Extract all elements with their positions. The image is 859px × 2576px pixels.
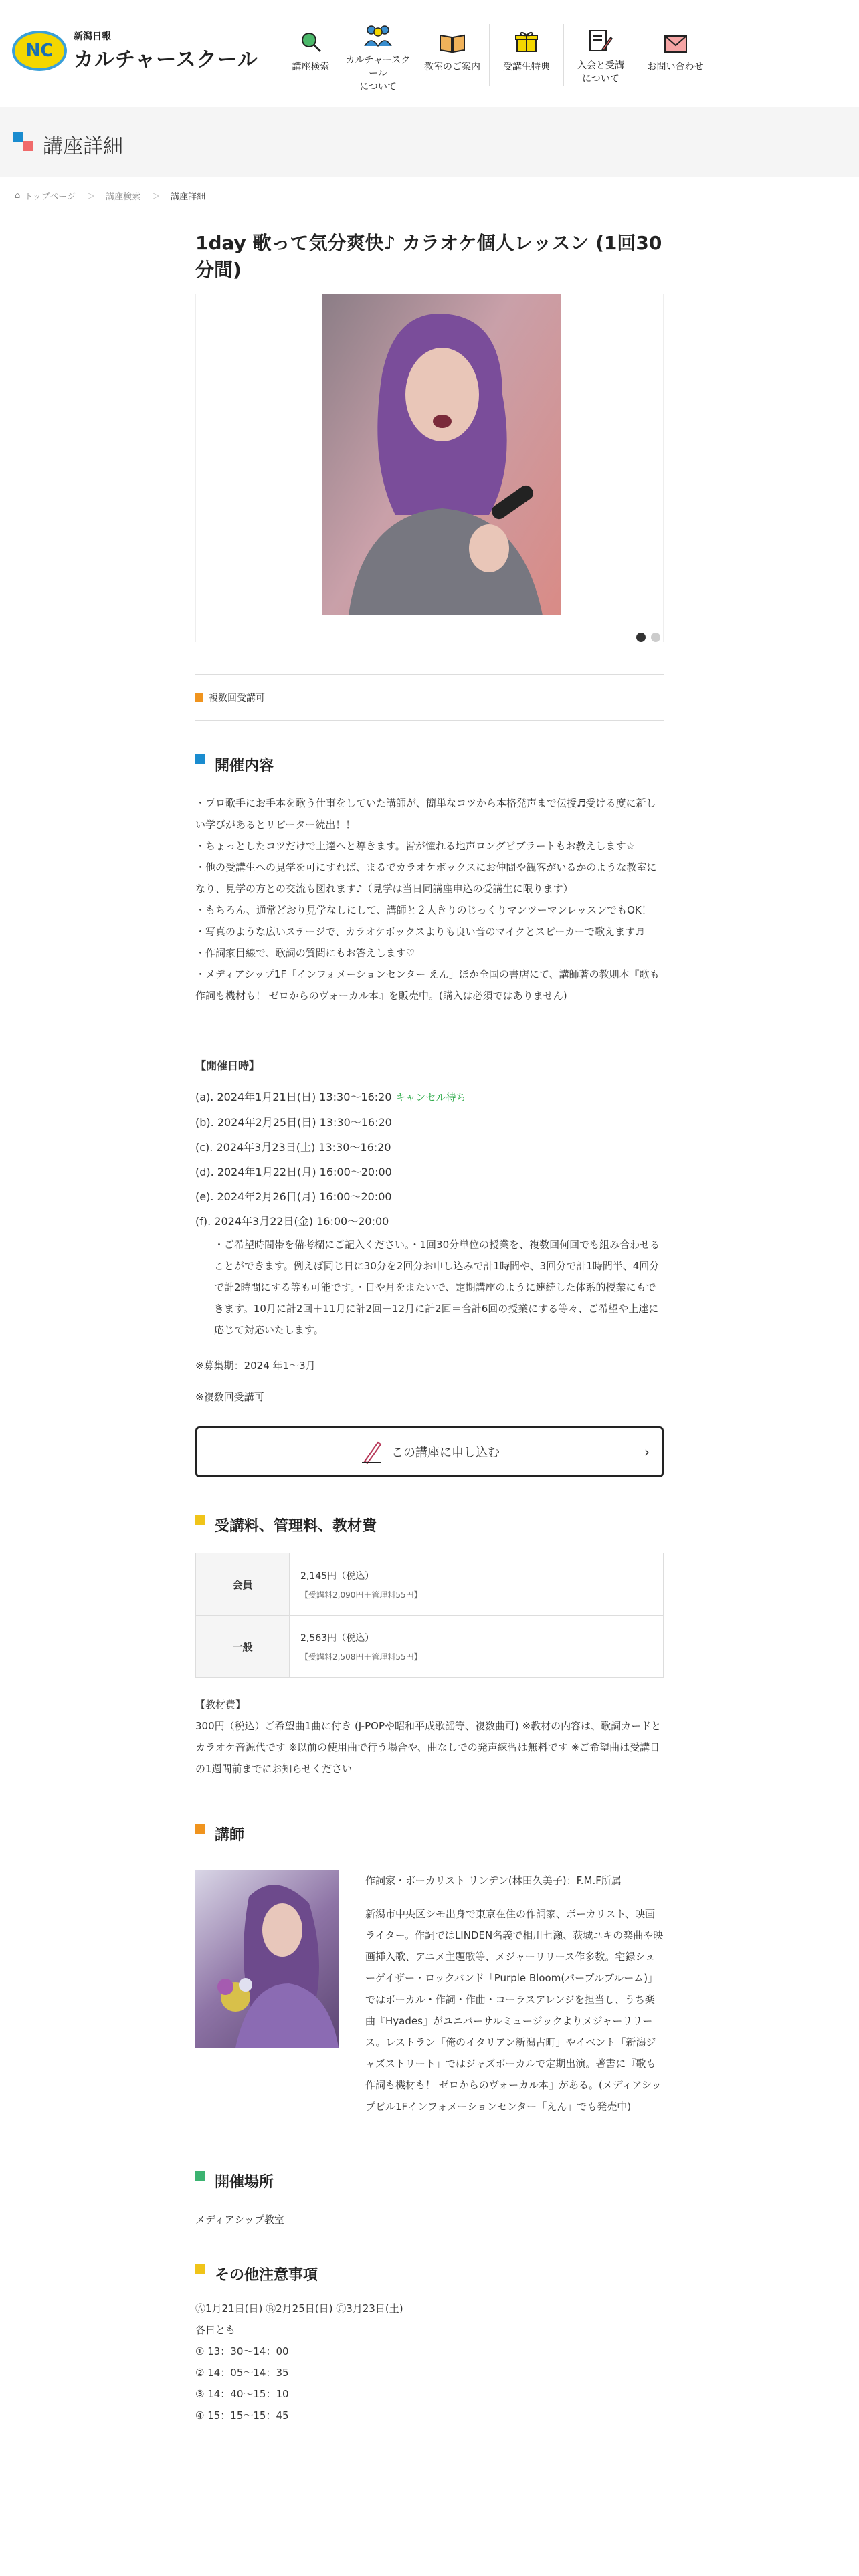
breadcrumb [0, 177, 859, 214]
teacher-title: 作詞家・ボーカリスト リンデン(林田久美子)：F.M.F所属 [365, 1874, 622, 1887]
waiting-badge: キャンセル待ち [395, 1091, 466, 1103]
nav-label: 講座検索 [292, 62, 330, 72]
title-mark-icon [13, 132, 33, 152]
breadcrumb-search[interactable]: 講座検索 [106, 191, 141, 202]
schedule-item: (b). 2024年2月25日(日) 13:30〜16:20 [195, 1116, 392, 1129]
nav-benefits[interactable] [490, 24, 564, 86]
table-row [196, 1553, 664, 1616]
section-content-heading: 開催内容 [195, 754, 664, 775]
nav-label: 入会と受講 について [577, 60, 624, 84]
slider-dots [631, 633, 660, 642]
tag-multiple: 複数回受講可 [209, 693, 265, 704]
nav-label: カルチャースクール について [345, 55, 411, 92]
section-mark-icon [195, 1515, 205, 1525]
content-paragraph: ・写真のような広いステージで、カラオケボックスよりも良い音のマイクとスピーカーで歌えます♬ [195, 926, 644, 938]
breadcrumb-separator-icon: ＞ [151, 191, 161, 202]
slider-dot-1[interactable] [636, 633, 646, 642]
notes-line: ③ 14：40〜15：10 [195, 2388, 289, 2400]
section-notes-heading: その他注意事項 [195, 2264, 664, 2284]
recruit-period: ※募集期：2024 年1〜3月 [195, 1360, 316, 1372]
section-mark-icon [195, 2264, 205, 2274]
page-title: 講座詳細 [43, 135, 123, 158]
document-pen-icon [589, 24, 613, 52]
nav-course-search[interactable] [281, 24, 341, 86]
fee-label: 一般 [196, 1616, 290, 1678]
section-teacher-heading: 講師 [195, 1824, 664, 1844]
nav-enrollment[interactable] [564, 24, 638, 86]
content-paragraph: ・ちょっとしたコツだけで上達へと導きます。皆が憧れる地声ロングビブラートもお教えします☆ [195, 840, 635, 852]
schedule [195, 1057, 664, 1404]
gift-icon [515, 24, 538, 53]
book-icon [439, 24, 466, 53]
logo-main: カルチャースクール [74, 48, 258, 72]
content-paragraph: ・作詞家目線で、歌詞の質問にもお答えします♡ [195, 947, 415, 959]
schedule-item: (f). 2024年3月22日(金) 16:00〜20:00 [195, 1215, 389, 1228]
tag-square-icon [195, 693, 203, 702]
notes-line: ② 14：05〜14：35 [195, 2367, 289, 2379]
content-paragraph: ・他の受講生への見学を可にすれば、まるでカラオケボックスにお仲間や観客がいるかのような教室になり、見学の方との交流も図れます♪（見学は当日同講座申込の受講生に限ります） [195, 861, 657, 895]
teacher-profile [195, 1870, 664, 2117]
content-paragraph: ・プロ歌手にお手本を歌う仕事をしていた講師が、簡単なコツから本格発声まで伝授♬受ける度に新しい学びがあるとリピーター続出！！ [195, 797, 656, 831]
breadcrumb-home[interactable]: トップページ [24, 191, 76, 202]
people-icon [363, 24, 393, 47]
schedule-item: (c). 2024年3月23日(土) 13:30〜16:20 [195, 1141, 391, 1154]
schedule-item: (a). 2024年1月21日(日) 13:30〜16:20 キャンセル待ち [195, 1091, 466, 1103]
content-body [195, 792, 664, 1006]
section-fees-heading: 受講料、管理料、教材費 [195, 1515, 664, 1535]
course-photo [322, 294, 561, 615]
fee-value: 2,563円（税込） 【受講料2,508円＋管理料55円】 [290, 1616, 664, 1678]
home-icon: ⌂ [15, 190, 21, 201]
notes-line: Ⓐ1月21日(日) Ⓑ2月25日(日) Ⓒ3月23日(土) [195, 2302, 403, 2315]
notes-line: 各日とも [195, 2324, 236, 2336]
breadcrumb-current: 講座詳細 [171, 191, 206, 202]
nav-contact[interactable] [638, 24, 712, 86]
site-logo[interactable] [12, 29, 258, 72]
site-header [0, 0, 859, 107]
nav-label: お問い合わせ [647, 62, 704, 72]
image-slider[interactable] [195, 294, 664, 642]
tag-row [195, 674, 664, 721]
schedule-note: ・ご希望時間帯を備考欄にご記入ください。・1回30分単位の授業を、複数回何回でも組み合わせることができます。例えば同じ日に30分を2回分お申し込みで計1時間や、3回分で計1時間半、4回分で計2時間にする等も可能です。・日や月をまたいで、定期講座のように連続した体系的授業にもできます。10月に計2回＋11月に計2回＋12月に計2回＝合計6回の授業にする等々、ご希望や上達に応じて対応いたします。 [214, 1239, 660, 1336]
schedule-item: (d). 2024年1月22日(月) 16:00〜20:00 [195, 1166, 392, 1178]
slider-dot-2[interactable] [651, 633, 660, 642]
content-paragraph: ・もちろん、通常どおり見学なしにして、講師と２人きりのじっくりマンツーマンレッスンでもOK！ [195, 904, 652, 916]
nav-about[interactable] [341, 24, 415, 92]
nav-classrooms[interactable] [415, 24, 490, 86]
course-title: 1day 歌って気分爽快♪ カラオケ個人レッスン (1回30分間) [195, 232, 662, 281]
schedule-heading: 【開催日時】 [195, 1059, 260, 1072]
apply-button-label: この講座に申し込む [391, 1446, 500, 1460]
content-paragraph: ・メディアシップ1F「インフォメーションセンター えん」ほか全国の書店にて、講師著の教則本『歌も作詞も機材も！ ゼロからのヴォーカル本』を販売中。(購入は必須ではありません) [195, 968, 660, 1002]
global-nav [281, 24, 712, 92]
logo-sub: 新潟日報 [74, 31, 111, 42]
materials [195, 1694, 664, 1780]
materials-heading: 【教材費】 [195, 1699, 246, 1711]
mail-icon [664, 24, 688, 53]
section-mark-icon [195, 1824, 205, 1834]
teacher-text [365, 1870, 664, 2117]
fee-label: 会員 [196, 1553, 290, 1616]
notes-line: ④ 15：15〜15：45 [195, 2409, 289, 2422]
nav-label: 受講生特典 [503, 62, 550, 72]
page-title-band [0, 107, 859, 177]
materials-text: 300円（税込）ご希望曲1曲に付き (J-POPや昭和平成歌謡等、複数曲可) ※教材の内容は、歌詞カードとカラオケ音源代です ※以前の使用曲で行う場合や、曲なしでの発声練習は無料です ※ご希望曲は受講日の1週間前までにお知らせください [195, 1720, 662, 1775]
chevron-right-icon: › [644, 1444, 650, 1460]
multiple-note: ※複数回受講可 [195, 1391, 264, 1403]
breadcrumb-separator-icon: ＞ [86, 191, 96, 202]
pencil-icon [359, 1440, 383, 1464]
search-icon [300, 24, 322, 53]
logo-badge: NC [12, 31, 67, 71]
notes-body [195, 2298, 664, 2426]
main-content [195, 229, 664, 2453]
notes-line: ① 13：30〜14：00 [195, 2345, 289, 2357]
section-mark-icon [195, 2171, 205, 2181]
table-row [196, 1616, 664, 1678]
apply-button[interactable] [195, 1426, 664, 1477]
schedule-item: (e). 2024年2月26日(月) 16:00〜20:00 [195, 1190, 392, 1203]
nav-label: 教室のご案内 [424, 62, 480, 72]
teacher-bio: 新潟市中央区シモ出身で東京在住の作詞家、ボーカリスト、映画ライター。作詞ではLINDEN名義で相川七瀬、荻城ユキの楽曲や映画挿入歌、アニメ主題歌等、メジャーリリース作多数。宅録シューゲイザー・ロックバンド「Purple Bloom(パープルブルーム)」ではボーカル・作詞・作曲・コーラスアレンジを担当し、うち楽曲『Hyades』がユニバーサルミュージックよりメジャーリリース。レストラン「俺のイタリアン新潟古町」やイベント「新潟ジャズストリート」ではジャズボーカルで定期出演。著書に『歌も作詞も機材も！ ゼロからのヴォーカル本』がある。(メディアシップビル1Fインフォメーションセンター「えん」でも発売中) [365, 1908, 664, 2113]
section-venue-heading: 開催場所 [195, 2171, 664, 2191]
venue-text: メディアシップ教室 [195, 2214, 284, 2226]
fee-table [195, 1553, 664, 1678]
fee-value: 2,145円（税込） 【受講料2,090円＋管理料55円】 [290, 1553, 664, 1616]
teacher-photo [195, 1870, 339, 2048]
section-mark-icon [195, 754, 205, 764]
